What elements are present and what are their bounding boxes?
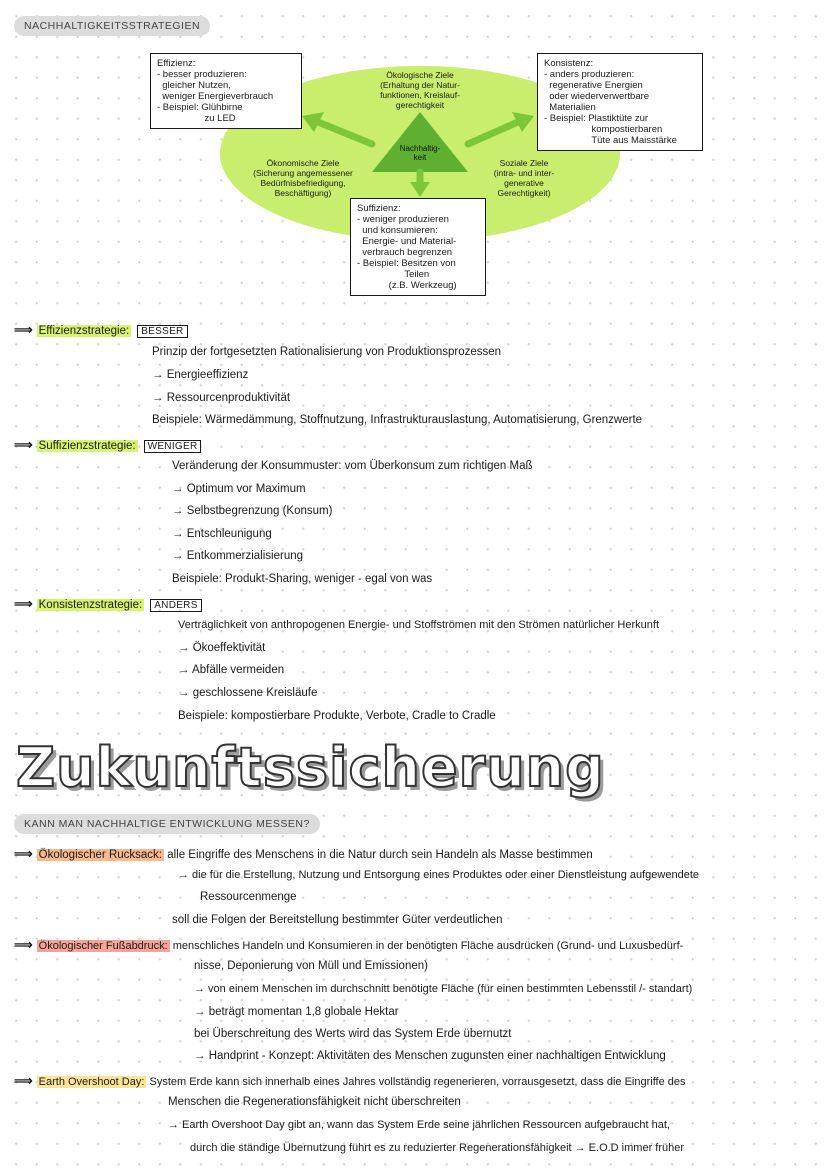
konsistenz-line: → Abfälle vermeiden [178,664,285,676]
konsistenz-box-line: kompostierbaren [544,124,663,135]
rucksack-line: → die für die Erstellung, Nutzung und Entsorgung eines Produktes oder einer Dienstleistung aufgewendete [178,869,699,881]
effizienz-box-line: weniger Energieverbrauch [157,91,274,102]
suffizienz-line: → Selbstbegrenzung (Konsum) [172,505,333,517]
suffizienz-line: → Entschleunigung [172,528,272,540]
suffizienz-box-line: verbrauch begrenzen [357,247,453,258]
question-pill: KANN MAN NACHHALTIGE ENTWICKLUNG MESSEN? [14,814,320,834]
suffizienz-tag: WENIGER [144,440,202,453]
center-label [388,144,452,162]
konsistenz-line: Verträglichkeit von anthropogenen Energie- und Stoffströmen mit den Strömen natürlicher Herkunft [178,619,660,631]
konsistenz-box-line: regenerative Energien [544,80,643,91]
suffizienz-line: Veränderung der Konsummuster: vom Überkonsum zum richtigen Maß [172,460,533,472]
double-arrow-icon: ⟹ [14,846,33,861]
double-arrow-icon: ⟹ [14,437,33,452]
rucksack-line: alle Eingriffe des Menschens in die Natur durch sein Handeln als Masse bestimmen [167,849,593,861]
effizienz-heading [14,322,188,338]
arrow-to-effizienz [318,122,372,144]
konsistenz-box [537,53,703,151]
rucksack-title: Ökologischer Rucksack: [38,849,162,861]
effizienz-box-line: - besser produzieren: [157,69,247,80]
double-arrow-icon: ⟹ [14,596,33,611]
double-arrow-icon: ⟹ [14,322,33,337]
suffizienz-line: Beispiele: Produkt-Sharing, weniger - egal von was [172,573,433,585]
konsistenz-box-line: Konsistenz: [544,58,594,69]
konsistenz-box-line: Tüte aus Maisstärke [544,135,677,146]
suffizienz-heading [14,437,201,453]
header-pill: NACHHALTIGKEITSSTRATEGIEN [14,16,210,36]
suffizienz-line: → Optimum vor Maximum [172,483,306,495]
fussabdruck-line: → beträgt momentan 1,8 globale Hektar [194,1006,399,1018]
effizienz-box [150,53,302,129]
effizienz-title: Effizienzstrategie: [38,325,130,337]
effizienz-box-line: - Beispiel: Glühbirne [157,102,243,113]
konsistenz-box-line: - anders produzieren: [544,69,635,80]
effizienz-box-line: gleicher Nutzen, [157,80,231,91]
konsistenz-heading [14,596,202,612]
overshoot-title: Earth Overshoot Day: [38,1076,145,1088]
effizienz-box-line: Effizienz: [157,58,196,69]
fussabdruck-line: bei Überschreitung des Werts wird das System Erde übernutzt [194,1028,512,1040]
konsistenz-tag: ANDERS [150,599,201,612]
fussabdruck-line: menschliches Handeln und Konsumieren in der benötigten Fläche ausdrücken (Grund- und Luxusbedürf- [172,940,684,952]
effizienz-tag: BESSER [137,325,187,338]
konsistenz-line: → geschlossene Kreisläufe [178,687,318,699]
konsistenz-line: Beispiele: kompostierbare Produkte, Verbote, Cradle to Cradle [178,710,496,722]
center-triangle [372,112,468,172]
effizienz-line: Prinzip der fortgesetzten Rationalisierung von Produktionsprozessen [152,346,502,358]
fussabdruck-line: → Handprint - Konzept: Aktivitäten des Menschen zugunsten einer nachhaltigen Entwicklung [194,1050,666,1062]
fussabdruck-title: Ökologischer Fußabdruck: [38,940,168,952]
rucksack-line: Ressourcenmenge [200,891,297,903]
eco-goals-note: Ökologische Ziele (Erhaltung der Natur- funktionen, Kreislauf- gerechtigkeit [380,70,460,110]
effizienz-line: → Energieeffizienz [152,369,249,381]
suffizienz-title: Suffizienzstrategie: [38,440,136,452]
fussabdruck-line: nisse, Deponierung von Müll und Emissionen) [194,960,428,972]
center-label-text: Nachhaltig- keit [399,144,441,162]
suffizienz-box-line: (z.B. Werkzeug) [357,280,457,291]
fussabdruck-heading [14,937,683,953]
konsistenz-box-line: - Beispiel: Plastiktüte zur [544,113,649,124]
fussabdruck-line: → von einem Menschen im durchschnitt benötigte Fläche (für einen bestimmten Lebensstil /- standart) [194,983,693,995]
effizienz-line: Beispiele: Wärmedämmung, Stoffnutzung, Infrastrukturauslastung, Automatisierung, Grenzwerte [152,414,643,426]
overshoot-line: durch die ständige Übernutzung führt es zu reduzierter Regenerationsfähigkeit → E.O.D immer früher [190,1142,685,1154]
suffizienz-box-line: Energie- und Material- [357,236,457,247]
rucksack-heading [14,846,593,862]
konsistenz-line: → Ökoeffektivität [178,642,266,654]
double-arrow-icon: ⟹ [14,1073,33,1088]
overshoot-line: System Erde kann sich innerhalb eines Jahres vollständig regenerieren, vorrausgesetzt, dass die Eingriffe des [149,1076,686,1088]
rucksack-line: soll die Folgen der Bereitstellung bestimmter Güter verdeutlichen [172,914,503,926]
suffizienz-line: → Entkommerzialisierung [172,550,304,562]
konsistenz-title: Konsistenzstrategie: [38,599,143,611]
konsistenz-box-line: Materialien [544,102,596,113]
effizienz-box-line: zu LED [157,113,236,124]
suffizienz-box-line: - Beispiel: Besitzen von [357,258,456,269]
econ-goals-note: Ökonomische Ziele (Sicherung angemessener Bedürfnisbefriedigung, Beschäftigung) [253,158,353,198]
suffizienz-box [350,198,486,296]
suffizienz-box-line: und konsumieren: [357,225,438,236]
suffizienz-box-line: - weniger produzieren [357,214,449,225]
double-arrow-icon: ⟹ [14,937,33,952]
konsistenz-box-line: oder wiederverwertbare [544,91,650,102]
effizienz-line: → Ressourcenproduktivität [152,392,291,404]
social-goals-note: Soziale Ziele (intra- und inter- generative Gerechtigkeit) [493,158,555,198]
arrow-to-konsistenz [468,122,518,144]
overshoot-line: Menschen die Regenerationsfähigkeit nicht überschreiten [168,1096,461,1108]
section-title: Zukunftssicherung [16,736,605,799]
suffizienz-box-line: Suffizienz: [357,203,401,214]
overshoot-heading [14,1073,686,1089]
overshoot-line: → Earth Overshoot Day gibt an, wann das System Erde seine jährlichen Ressourcen aufgebraucht hat, [168,1119,670,1131]
suffizienz-box-line: Teilen [357,269,430,280]
